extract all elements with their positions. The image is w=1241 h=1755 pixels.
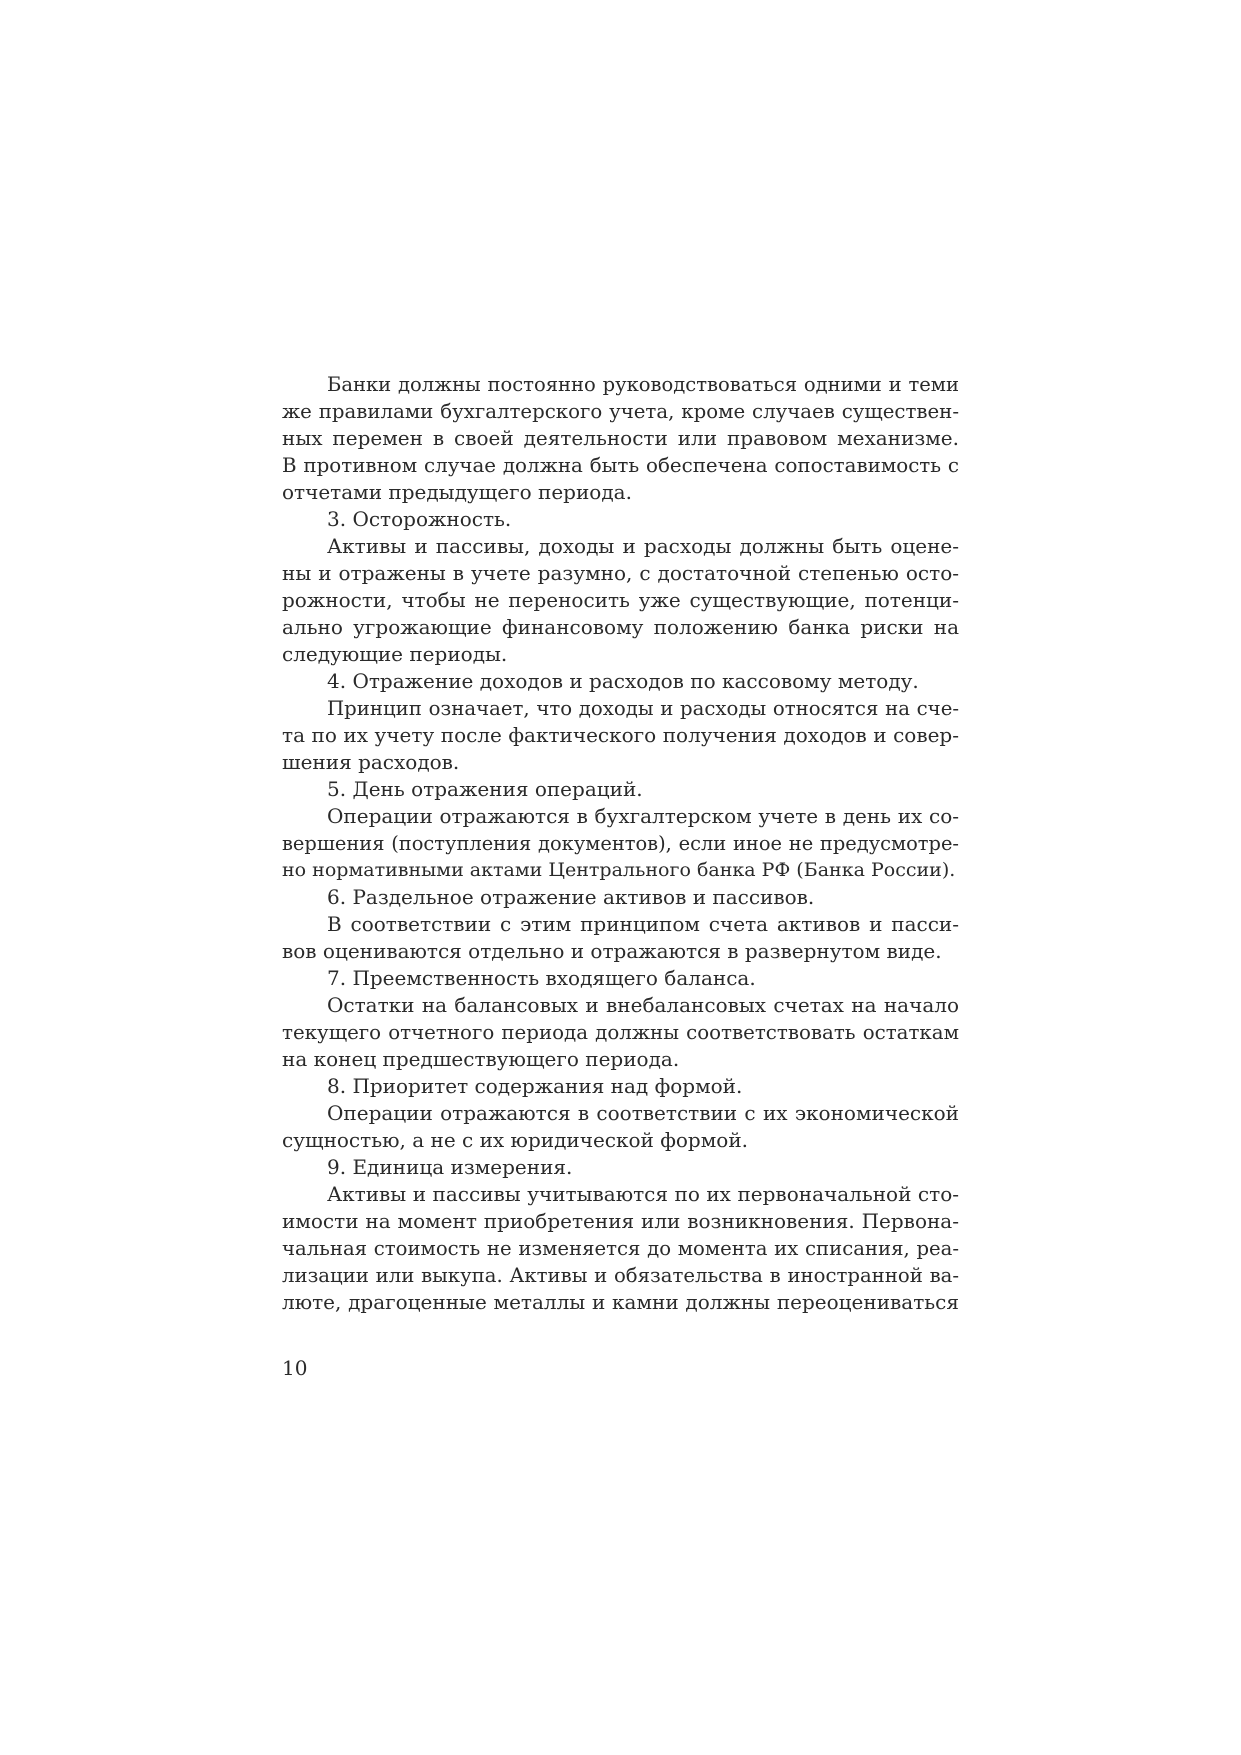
- text-line: Активы и пассивы учитываются по их первоначальной сто-: [327, 1182, 959, 1206]
- text-line: 8. Приоритет содержания над формой.: [327, 1074, 743, 1098]
- text-line: 3. Осторожность.: [327, 507, 512, 531]
- text-line: та по их учету после фактического получения доходов и совер-: [282, 723, 959, 747]
- text-line: на конец предшествующего периода.: [282, 1047, 680, 1071]
- text-line: В противном случае должна быть обеспечена сопоставимость с: [282, 454, 959, 477]
- body-text: [282, 371, 959, 1316]
- text-line: ных перемен в своей деятельности или правовом механизме.: [282, 426, 959, 450]
- text-line: люте, драгоценные металлы и камни должны переоцениваться: [282, 1290, 959, 1314]
- text-line: вов оцениваются отдельно и отражаются в развернутом виде.: [282, 939, 942, 963]
- text-line: 6. Раздельное отражение активов и пассивов.: [327, 885, 815, 909]
- text-line: Операции отражаются в бухгалтерском учете в день их со-: [327, 804, 959, 828]
- text-line: В соответствии с этим принципом счета активов и пасси-: [327, 912, 959, 936]
- text-line: 5. День отражения операций.: [327, 777, 643, 801]
- text-line: 9. Единица измерения.: [327, 1155, 573, 1179]
- text-line: же правилами бухгалтерского учета, кроме случаев существен-: [282, 400, 959, 423]
- text-line: чальная стоимость не изменяется до момента их списания, реа-: [282, 1237, 959, 1260]
- text-line: следующие периоды.: [282, 642, 508, 666]
- text-line: ально угрожающие финансовому положению банка риски на: [282, 615, 959, 639]
- text-line: текущего отчетного периода должны соответствовать остаткам: [282, 1021, 959, 1044]
- text-line: имости на момент приобретения или возникновения. Первона-: [282, 1209, 959, 1233]
- text-line: Принцип означает, что доходы и расходы относятся на сче-: [327, 697, 959, 720]
- text-line: Остатки на балансовых и внебалансовых счетах на начало: [327, 993, 959, 1017]
- text-line: но нормативными актами Центрального банка РФ (Банка России).: [282, 859, 956, 881]
- text-line: Банки должны постоянно руководствоваться одними и теми: [327, 373, 959, 396]
- text-line: Операции отражаются в соответствии с их экономической: [327, 1101, 959, 1125]
- text-line: отчетами предыдущего периода.: [282, 480, 632, 504]
- text-line: 7. Преемственность входящего баланса.: [327, 966, 756, 990]
- text-line: вершения (поступления документов), если иное не предусмотре-: [282, 832, 959, 855]
- page-number: 10: [282, 1356, 308, 1380]
- text-line: ны и отражены в учете разумно, с достаточной степенью осто-: [282, 561, 959, 585]
- text-line: шения расходов.: [282, 750, 460, 774]
- text-line: 4. Отражение доходов и расходов по кассовому методу.: [327, 669, 919, 693]
- text-line: рожности, чтобы не переносить уже существующие, потенци-: [282, 588, 959, 612]
- text-line: лизации или выкупа. Активы и обязательства в иностранной ва-: [282, 1264, 959, 1287]
- text-line: Активы и пассивы, доходы и расходы должны быть оцене-: [327, 534, 959, 558]
- text-line: сущностью, а не с их юридической формой.: [282, 1128, 749, 1152]
